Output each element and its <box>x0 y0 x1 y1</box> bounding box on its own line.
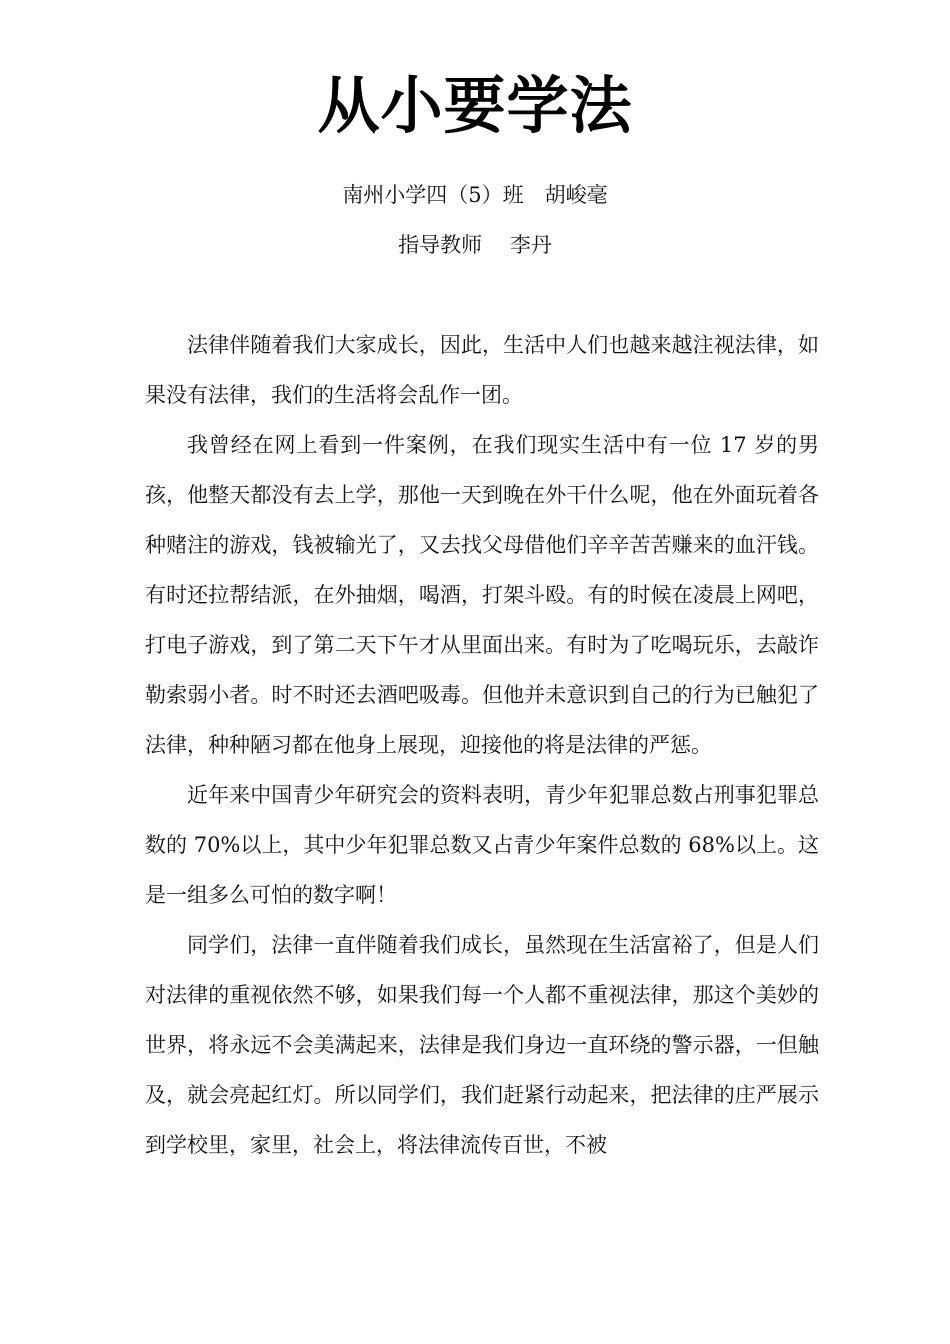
paragraph-2: 我曾经在网上看到一件案例，在我们现实生活中有一位 17 岁的男孩，他整天都没有去上学，那他一天到晚在外干什么呢，他在外面玩着各种赌注的游戏，钱被输光了，又去找父母借他们辛辛苦苦赚来的血汗钱。有时还拉帮结派，在外抽烟，喝酒，打架斗殴。有的时候在凌晨上网吧，打电子游戏，到了第二天下午才从里面出来。有时为了吃喝玩乐，去敲诈勒索弱小者。时不时还去酒吧吸毒。但他并未意识到自己的行为已触犯了法律，种种陋习都在他身上展现，迎接他的将是法律的严惩。 <box>145 433 819 757</box>
essay-body <box>145 320 819 1170</box>
paragraph-1: 法律伴随着我们大家成长，因此，生活中人们也越来越注视法律，如果没有法律，我们的生活将会乱作一团。 <box>145 333 819 407</box>
teacher-line: 指导教师 李丹 <box>398 233 552 257</box>
author-line: 南州小学四（5）班 胡峻毫 <box>342 183 608 207</box>
paragraph-3: 近年来中国青少年研究会的资料表明，青少年犯罪总数占刑事犯罪总数的 70%以上，其中少年犯罪总数又占青少年案件总数的 68%以上。这是一组多么可怕的数字啊！ <box>145 783 819 907</box>
paragraph-4: 同学们，法律一直伴随着我们成长，虽然现在生活富裕了，但是人们对法律的重视依然不够，如果我们每一个人都不重视法律，那这个美妙的世界，将永远不会美满起来，法律是我们身边一直环绕的警示器，一但触及，就会亮起红灯。所以同学们，我们赶紧行动起来，把法律的庄严展示到学校里，家里，社会上，将法律流传百世，不被 <box>145 933 819 1157</box>
document-title: 从小要学法 <box>317 69 633 142</box>
